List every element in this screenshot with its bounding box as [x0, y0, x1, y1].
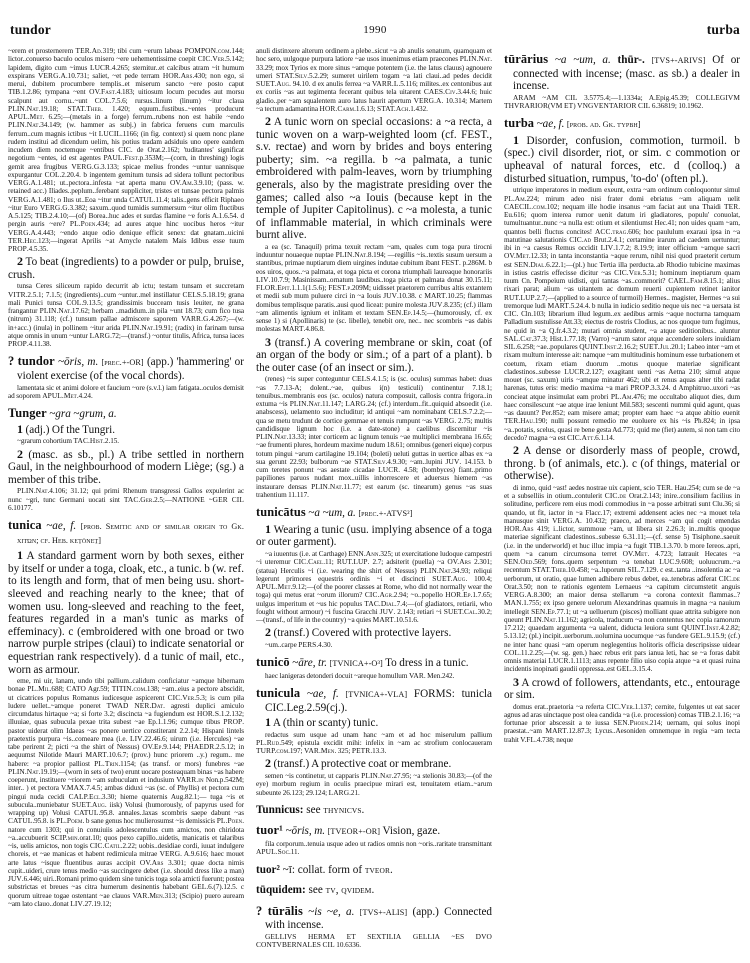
sense-text: (adj.) Of the Tungri. [25, 423, 116, 436]
sense-number: 3 [513, 674, 519, 689]
xref-headword: Tunnicus: [256, 803, 304, 816]
sense-number: 2 [513, 443, 519, 457]
dictionary-entry-headword [8, 354, 244, 383]
uncertain-marker: ? [256, 903, 268, 918]
dictionary-entry-headword [8, 406, 244, 421]
citation-block: a ea (sc. Tanaquil) prima texuit rectam ~am, quales cum toga pura tirocni induuntur nouaeque nuptae PLIN.Nat.8.194; —regillis ~is..textis susum uersum a stantibus, primae nuptiarum diem uirgines indutae cubitum ibant FEST. p.286M. b eos uiros, quos..~a palmata, et toga picta et corona triumphali laureaque honorariis LIV.10.7.9; Masinissam..ornatum laudibus..toga picta et palmata donat 30.15.11; FLOR.Epit.1.1.1(1.5.6); FEST.p.209M; uidisset praetorem curribus altis extantem et medii sub mum puluere circi in ~a Iouis JUV.10.38. c MART.10.25; flammas domibus templisque paratis..ausi quod liceat: punire molesta JUV.8.235; (cf.) illam ~am alimentis ignium et inlitam et textam SEN.Ep.14.5;—(humorously, cf. ex sense 1) si (Apollinaris) te (sc. libelle), tenebit ore, nec.. nec scombris ~as dabis molestas MART.4.86.8. [256, 242, 492, 334]
sense-number: 2 [17, 446, 23, 461]
citation-block: semen ~is continetur, ut capparis PLIN.Nat.27.95; ~a stelionis 30.83;—(of the eye) morbum regium in oculis praecipue mirari est, tenuitatem etiam..~arum subeunte 26.123; 29.124; LARG.21. [256, 771, 492, 797]
sense-number: 1 [265, 715, 271, 730]
xref-headword: tuor² [256, 863, 280, 876]
sense-text: A crowd of followers, attendants, etc., entourage or sim. [504, 676, 740, 702]
sense-number: 2 [265, 625, 271, 640]
sense-text: (transf.) Covered with protective layers. [273, 627, 452, 640]
headword-text: tundor [17, 354, 55, 369]
headword-definition: tunicla CIC.Leg.2.59(cj.). [265, 687, 492, 714]
sense-text: To beat (ingredients) to a powder or pulp, bruise, crush. [8, 256, 244, 281]
citation-block: redactus sum usque ad unam hanc ~am et ad hoc miserulum pallium PL.Rud.549; epistula excidit mihi: infelix in ~am ac strofium conlocaueram TURP.com.197; VAR.Men. 325; PETR.13.3. [256, 730, 492, 756]
etymology: [TVS+-ALIS] [359, 907, 408, 917]
sense-paragraph [256, 523, 492, 549]
xref-headword: tūquidem: [256, 884, 306, 897]
etymology: [prec.+-ATVS²] [358, 509, 413, 519]
columns-container [0, 46, 750, 961]
citation-block: di inmo, quid ~ast! aedes nostrae uix capient, scio TER. Hau.254; cum se de ~a et a subselliis in otium..contulerit CIC.de Orat.2.143; inire..consilium facilius in solitudine, perficere rem eius modi commodius in ~a posse arbitrati sunt Clu.36; si quando, ut fit, iactor in ~a Flacc.17; extremi addensent acies nec ~a mouet tela manusque sinit VERG.A. 10.432; praeco, ad merces ~am qui cogit emendas HOR.Ars 419; i..lictor, summoue ~am, ut libera sit 2.26.3; in..multis quoque materiae significant cladestinos..subesse 6.31.11;—(cf. sense 5) Tisiphone..saeuit (i.e. in the underworld) et huc illuc impia ~a fugit TIB.1.3.70. b more Iereos..apri, quem ~a canum circumsona terret OV.Met. 4.723; latrauit Hecates ~a SEN.Oed.569; fons..quem serpentum ~a tenebat LUC.9.608; uoluucrum..~a recentum STAT.Theb.10.458; ~a..luporum SIL.7.129. c est..tanta ..insolentia ac ~a uerborum, ut oratio, quae lumen adhibere rebus debet, ea..tenebras adferat CIC.de Orat.3.50; non te rationis egentem Lernaeus ~a capitum circumstetit anguis VERG.A.8.300; an maior densa stellarum ~a corona contexit flammas..? MAN.1.755; ex ipso genere uelorum Alexandrinas quamuis in magna ~a nauium intellegit SEN.Ep.77.1; ut ~a uelluerum (pisces) molliant quae attrita subigere non queunt PLIN.Nat.11.162; agricola, traducum ~a non contentus nec copia ramorum 17.212; quaedam argumenta ~a ualent, diducta leuiora sunt QUINT.Inst.4.2.82; 5.13.12; (pl.) incipit..uerborum..uolumina uocumque ~as fundere GEL.9.15.9; (cf.) ne inter hanc quasi ~am operum neglegentius holitoris officia descripsisse uidear COL.11.2.25;—(w. sg. gen.) haec rebus erit pars ianua leti, hac se ~a foras dabit omnis materiai LUCR.1.1113; anus repente filio uiso copia atque ~a et quasi ruina incidentis inopinati gaudii oppressa..est GEL.3.15.4. [504, 482, 740, 674]
dictionary-entry-headword [504, 116, 740, 132]
citation-block: lamentata sic et animi dolore et faucium ~ore (s.v.l.) iam fatigata..oculos demisit ad soporem APUL.Met.4.24. [8, 383, 244, 400]
headword-forms: ~ae, f. [536, 118, 565, 131]
xref-target: ~ī: collat. form of TVEOR. [282, 863, 393, 876]
cross-reference-entry [256, 884, 492, 898]
sense-number: 2 [265, 756, 271, 771]
citation-block: ~erem et prosternerem TER.Ad.319; tibi cum ~erum labeas POMPON.com.144; lictor..conuerso baculo oculos misero ~ere uehementissime coepit CIC.Ver.5.142; lapidem, digito cum ~imus LUCR.4.265; sternitur..et calcibus atram ~it humum exspirans VERG.A.10.731; saliet, ~et pede terram HOR.Ars.430; non ego, si merui, dubitem procumbere templis..et miserum sancto ~ere posto caput TIB.1.2.86; tympana ~ent OV.Fast.4.183; uitiosum locum pecudes aut morsu scalpunt aut cornu..~unt COL.7.5.6; rursus..linum (linum) ~itur claua PLIN.Nat.19.18; STAT.Theb. 1.420; equum..fustibus..~entes producunt APUL.Met. 6.25;—(metals in a forge) ferrum..rubens non est habile ~endo PLIN.Nat.34.149; (w. hammer as subj.) in fabrica feruens cum marculis ferrum..cum magnis ictibus ~it LUCIL.1166; (in fig. context) si quem nonc plane rudem institui ad dicendum uelim, his potius tradam adsiduis uno opere eandem incudem diem noctemque ~entibus CIC. de Orat.2.162; 'tuditantes' significat negotium ~entes, id est agentes PAUL.Fest.p.353M;—(corn, in threshing) logis gemit area frugibus VERG.G.3.133; spicae melius frondes ~untur uannisque expurgantur COL.2.20.4. b ingentem gemitum tunsis ad sidera tollunt pectoribus VERG.A.1.481; ut..pectora..infesta ~at aperta manu OV.Am.3.9.10; (pass. w. retained acc.) Iliades..peplum..ferebant suppliciter, tristes et tunsae pectora palmis VERG.A.1.481; o Ilus ut..Eoa ~itur unda CATUL.11.4; talis..gens efficit Riphaeo ~itur Euro VERG.G.3.382; saxum..quod tumidis summersum ~itur olim fluctibus A.5.125; TIB.2.4.10;—(of) Borea..huc ades et surdas flamine ~e foris A.1.6.54. d pergin auris ~ere? PL.Poen.434; ad aures atque hinc uocibus heros ~itur VERG.A.4.443; ~endo atque odio denique efficit senex: dat gnatam..uicini TER.Hec.123;—ingerat Aprilis ~at Amycle natalem Mais Idibus esse tuum PROP.4.5.35. [8, 46, 244, 253]
headword-forms: ~is ~e, a. [308, 905, 355, 918]
text-column-2 [256, 46, 492, 961]
headword-definition: 'hammering' or violent exercise (of the vocal chords). [17, 356, 244, 383]
headword-text: tunicula [256, 685, 301, 700]
sense-text: (transf.) A protective coat or membrane. [273, 758, 452, 771]
etymology: [TVEOR+-OR] [327, 827, 381, 837]
headword-text: tunica [8, 518, 42, 533]
sense-text: Wearing a tunic (usu. implying absence of a toga or outer garment). [256, 523, 492, 549]
running-head-left: tundor [10, 22, 51, 37]
citation-block: ~um..carpe PERS.4.30. [265, 639, 333, 649]
citation-block: ~grarum cohortium TAC.Hist.2.15. [17, 436, 120, 446]
sense-text: A tunic worn on special occasions: a ~a recta, a tunic woven on a warp-weighted loom (cf. FEST., s.v. rectae) and worn by brides and boys entering puberty; sim. ~a regilla. b ~a palmata, a tunic embroidered with palm-leaves, worn by triumphing generals, also by the magistrate presiding over the games; called also ~a Iouis (because kept in the temple of Jupiter Capitolinus). c ~a molesta, a tunic of inflammable material, in which criminals were burnt alive. [256, 116, 492, 242]
sense-paragraph [256, 336, 492, 375]
usage-label: FORMS: [413, 687, 455, 700]
dictionary-entry-headword [256, 685, 492, 714]
citation-block: utrique imperatores in medium exeunt, extra ~am ordinum conloquontur simul PL.Am.224; mirum adeo nisi frater domi ebriatus ~am aliquam uelit CAECIL.com.102; nequam ille hodie insanus ~am faciat aut una Thaidi TER. Eu.616; quom interea rumor uenit datum iri gladiatores, populu' conuolat, tumultuantur..nunc ~a nulla est: otium et silentiumst Hec.41; non uides quam ~am, quantos belli fluctus concites! ACC.trag.606; hoc paululum exaraui ipsa in ~a matutinae salutationis CIC.ad Brut.2.4.1; certamine irarum ad caedem uertuntur; ibi in ~a caesus Remus occidit LIV.1.7.2; 8.19.9; inter officium ~amque sacri OV.Met.12.33; in tanta inconstantia ~aque rerum, nihil nisi quod praeterit certum est SEN.Dial.6.22.1;—(pl.) huc Tertia illa perducta..ab Rhodio tubicine maximas in istius castris effecisse dicitur ~as CIC.Ver.5.31; hominum ineptiarum quam tuum Cn. Pompeium uidisti, qui tantas ~as..commorit? CAEL.Fam.8.15.1; alius rixari parat; alium ~as uitantem ac domum reuerti cupientem retinet ianitor RUT.LUP.2.7;—(applied to a source of turmoil) Hermes.. magister, Hermes ~a sui tremorque ludi MART.5.24.4. b nulla in iudicio seditio neque uis nec ~a uersata ist CIC. Cln.103; librarium illud legum..ex aedibus armis ~aque nocturna tamquam Palladium sustulisse Att.33; eiectus de rostris Clodius, ac nos quoque tum fugimus, ne quid in ~a Q.fr.4.3.2; mutari omnia student, ~a atque seditionibus.. aluntur SAL.Cat.37.3; Hist.1.77.18; (Varro) ~arum sator atque accendere solers inuidiam SIL.6.258; ~ae..populares QUINT.Inst.2.16.2; SUET.Jul.20.1; Labeo inter ~am et rixam multum interesse ait: namque ~am multitudinis hominum esse turbationem et coetum, rixam etiam duorum ..motus quoque materiae significant cladestinos..subesse LUCR.2.127; exagitant uenti ~as Aetna 210; simul atque mouet (sc. saxum) uiris ~amque minatur 462; ubi et renus aquas alter tibi radat harenas, tutus eris: medio maxima ~a mari PROP.3.3.24. d Amphitruo..uxori ~as concieat atque insimulat eam probri PL.Am.476; me occultabo aliquot dies, dum haec consilescunt ~ae atque irae leniunt Mil.583; sescenti nummi quid agunt, quas ~as dauunt? Per.852; eam misere amat; propter eam haec ~a atque abitio euenit TER.Hau.190; nulli possunt remedio me euoluere ex his ~is Ph.824; in ipsa ~a..potatis, scelus, quasi re bene gesta Ad.773; quid me (fiet) autem, si non tam cito decedo? magna ~a est CIC.Att.6.1.14. [504, 186, 740, 442]
sense-number: 1 [265, 521, 271, 536]
sense-paragraph [8, 448, 244, 487]
headword-forms: ~āre, tr. [292, 657, 328, 670]
citation-block: GELLIVS HERMA ET SEXTILIA GELLIA ~ES DVO CONTVBERNALES CIL 10.6336. [256, 931, 492, 950]
citation-block: tunsa Ceres siliceum rapido decurrit ab ictu; testam tunsam et succretam VITR.2.5.1; 7.1.5; (ingredients)..cum ~untur..mel instillatur CELS.5.18.19; grana mali Punici tunsa COL.9.13.5; grandissimis bucceam tusis leuiter, ne grana frangantur PLIN.Nat.17.62; herbam ..madidum..in pila ~unt 18.73; cum fico tusa (nitrum) 31.118; (cf.) tunsum pallae admiscere saporem VARR.G.4.267;—(w. in+acc.) (inula) in pollinem ~itur arida PLIN.Nat.19.91; (radix) in farinam tunsa atque omnis in unum ~untur LARG.72;—(transf.) ~ontur titulis, Africa, tunsa iaces PROP.4.11.38. [8, 282, 244, 349]
sense-text: A dense or disorderly mass of people, crowd, throng. b (of animals, etc.). c (of things, material or otherwise). [504, 445, 740, 483]
sense-number: 3 [265, 334, 271, 349]
citation-block: (renes) ~is super conteguntur CELS.4.1.5; is (sc. oculus) summas habet: duas ~as 7.7.13-A; dolent..~ae, quibus i(n) testiculi) continentur 7.18.1; tenuibus..membranis eos (sc. oculos) natura composuit, callosis contra frigora..in extuma ~is PLIN.Nat.11.147; LARG.24; (cf.) interdum..fit..quiquid absoedit (i.e. anabscess), uelamento suo includitur; id antiqui ~am nominabant CELS.7.2.2;—qua se metu trudunt de cortice gemmae et tenuis rumpunt ~as VERG. 2.75; multis candidisque lignum hoc (i.e. a date-stone) a caelibus discernitur ~is PLIN.Nat.13.33; inter corticem ac lignum tenuis ~ae multiplici membrana 16.65; ~ae frumenti plures, hordeum maxime nudum 18.61; omnibus (generi eique) corpus totum pingui ~arum cartilagine 19.104; (boleti) ueluti guttas in uertice albas ex ~a sua gerunt 22.93; bulborum ~ae STAT.Silv.4.9.30; ~am..lupini JUV. 14.153. b cum teretes ponunt ~as aestate cicadae LUCR. 4.58; (bombyces) fiant..primo papiliones paruos nudant mox..uillis inhorrescere et aduersus hiemem ~as instaurare densas PLIN.Nat.11.77; est earum (sc. tinearum) genus ~as suas trahentium 11.117. [256, 374, 492, 499]
sense-paragraph [8, 423, 244, 437]
citation-block: fila corporum..tenuia usque adeo ut radios omnis non ~oris..raritate transmittant APUL.Soc.11. [256, 840, 492, 857]
citation-block: ARAM ~AM CIL 3.5775.4;—1.1334a; A.Epig.45.39; COLLEGIVM THVRARIOR(VM ET) VNGVENTARIOR CIL 6.36819; 10.1962. [504, 92, 740, 111]
dictionary-entry-headword [256, 655, 492, 671]
sense-paragraph [504, 676, 740, 702]
cross-reference-entry [256, 803, 492, 818]
xref-target: see TV, QVIDEM. [308, 884, 375, 897]
running-head [0, 22, 750, 42]
sense-paragraph [504, 444, 740, 483]
sense-text: (masc. as sb., pl.) A tribe settled in northern Gaul, in the neighbourhood of modern Liège; (sg.) a member of this tribe. [8, 448, 244, 486]
sense-paragraph [256, 716, 492, 730]
sense-paragraph [504, 134, 740, 185]
dictionary-entry-headword [256, 505, 492, 521]
sense-text: Disorder, confusion, commotion, turmoil. b (spec.) civil disorder, riot, or sim. c commotion or upheaval of natural forces, etc. d (colloq.) a disturbed situation, rumpus, 'to-do' (often pl.). [504, 134, 740, 185]
sense-paragraph [256, 626, 492, 640]
dictionary-entry-headword [8, 518, 244, 547]
headword-forms: ~a ~um, a. [554, 54, 611, 66]
sense-text: A standard garment worn by both sexes, either by itself or under a toga, cloak, etc., a tunic. b (w. ref. to its length and form, that of men being usu. short-sleeved and reaching nearly to the knee; that of women usu. long-sleeved and reaching to the feet, features regarded in a man's tunic as marks of effeminacy). c (embroidered with one broad or two narrow purple stripes (claui) to indicate senatorial or equestrian rank respectively). d a tunic of mail, etc., worn as armour. [8, 550, 244, 676]
headword-definition: Of or connected with incense; (masc. as sb.) a dealer in incense. [513, 54, 740, 93]
headword-variant: thūr-. [617, 54, 645, 66]
citation-block: domus erat..praetoria ~a referta CIC.Ver.1.137; cernite, fulgentes ut eat sacer agnus ad aras uinctaque post olea candida ~a (i.e. procession) comas TIB.2.1.16; ~a fortunae prior abscessit a te iussa SEN.Phoen.214; uernam, qui solus inopi praestat..~am MART.12.87.3; Lycus..Aesoniden omnemque in regia ~am tecta trahit V.FL.4.738; neque [504, 701, 740, 744]
headword-forms: ~ae, f. [306, 687, 339, 700]
citation-block: ~a iuuentus (i.e. at Carthage) ENN.Ann.325; ut exercitatione ludoque campestri ~i uteremur CIC.Cael.11; RUT.LUP. 2.7; adsiterit (puella) ~a OV.Ars 2.301; (statua) Herculis ~i (i.e. wearing the shirt of Nessus) PLIN.Nat.34.93; reliqui legerunt primores equestris ordinis ~i et discincti SUET.Aug. 100.4; APUL.Met.9.12;—(of the poorer classes at Rome, who did not normally wear the toga) qui metus erat ~orum illorum? CIC.Agr.2.94; ~o..popello HOR.Ep.1.7.65; uulgus imperitum et ~us hic populus TAC.Dial.7.4;—(of gladiators, retiarii, who fought without armour) ~i fuscina Gracchi JUV. 2.143; retiari ~i SUET.Cal.30.2;—(transf., of life in the country) ~a quies MART.10.51.6. [256, 549, 492, 624]
headword-forms: ~ae, f. [46, 520, 77, 533]
citation-block: anuli distinxere alterum ordinem a plebe..sicut ~a ab anulis senatum, quamquam et hoc sero, uulgoque purpura latiore ~ae usos inuenimus etiam praecones PLIN.Nat. 33.29; mox Tyrios ex more sinus ~amque potentem (i.e. the latus clauus) agnouere umeri STAT.Silv.5.2.29; sumeret uirilem togam ~a lati claui..ad pedes decidit SUET.Aug. 94.10. d ex anulis ferrea ~a VARR.L.5.116; milites..ex centonibus aut ex coriis ~as aut tegimenta fecerant quibus tela uitarent CAES.Civ.3.44.6; huic gladio..per ~am squalentem auro latus haurit apertum VERG.A. 10.314; Martem ~a tectum adamantina HOR.Carm.1.6.13; STAT.Ach.1.432. [256, 47, 492, 113]
page-number: 1990 [363, 24, 387, 36]
headword-definition: To dress in a tunic. [385, 657, 469, 670]
etymology: [prob. ad. Gk. τύρβη] [566, 120, 641, 130]
etymology: [TVS+-ARIVS] [651, 56, 706, 65]
cross-reference-entry [256, 863, 492, 878]
running-head-right: turba [706, 22, 740, 37]
sense-paragraph [256, 757, 492, 771]
headword-text: tunicātus [256, 505, 306, 520]
etymology: [TVNICA+-VLA] [345, 689, 408, 699]
sense-number: 2 [17, 254, 23, 269]
headword-forms: ~a ~um, a. [308, 507, 356, 520]
sense-number: 1 [17, 548, 23, 563]
text-column-1 [8, 46, 244, 961]
headword-definition: Connected with incense. [265, 905, 492, 932]
sense-number: 1 [513, 132, 519, 147]
headword-text: tūrārius [504, 52, 549, 66]
citation-block: PLIN.Nat.4.106; 31.12; qui primi Rhenum transgressi Gallos expulerint ac nunc ~gri, tunc Germani uocati sint TAC.Ger.2.5;—NATIONE ~GER CIL 6.10177. [8, 486, 244, 512]
sense-paragraph [256, 115, 492, 242]
sense-text: (transf.) A covering membrane or skin, coat (of an organ of the body or sim.; of a part of a plant). b the outer case (of an insect or sim.). [256, 336, 492, 374]
uncertain-marker: ? [8, 354, 18, 369]
headword-text: turba [504, 116, 535, 131]
headword-forms: ~gra ~grum, a. [49, 408, 117, 421]
sense-number: 2 [265, 114, 271, 128]
usage-label: (app.) [146, 356, 174, 369]
headword-forms: ~ōris, m. [285, 825, 326, 838]
headword-text: tuor¹ [256, 823, 283, 838]
headword-definition: Vision, gaze. [382, 825, 441, 838]
sense-paragraph [8, 255, 244, 281]
dictionary-entry-headword [256, 823, 492, 839]
etymology: [prob. Semitic and of similar origin to Gk. χιτών; cf. Heb. keṯōneṯ] [17, 522, 244, 545]
headword-forms: ~ōris, m. [57, 356, 99, 369]
xref-target: see THYNICVS. [306, 803, 365, 816]
sense-text: A (thin or scanty) tunic. [272, 717, 379, 730]
headword-text: Tunger [8, 406, 47, 421]
headword-text: tūrālis [267, 903, 303, 918]
dictionary-entry-headword [504, 52, 740, 93]
etymology: [prec.+-OR] [101, 358, 144, 368]
usage-label: (app.) [412, 905, 439, 918]
sense-paragraph [8, 549, 244, 676]
dictionary-entry-headword [256, 903, 492, 932]
citation-block: haec lanigeras detonderi docuit ~areque homullum VAR. Men.242. [265, 670, 455, 680]
text-column-3 [504, 46, 740, 961]
etymology: [TVNICA+-O³] [329, 659, 383, 669]
sense-number: 1 [17, 421, 23, 436]
headword-text: tunicō [256, 655, 290, 670]
citation-block: eme, mi uir, lanam, undo tibi pallium..calidum conficiatur ~amque hibernam bonae PL.Mil.688; CATO Agr.59; TITIN.com.138; ~am..eius a pectore abscidit, ut cicatrices populus Romanus iudicesque aspicerent CIC.Ver.5.3; is cum pila ludere uellet..~amque poneret TWAD NER.Dat. agresti duplici amiculo circumdatus hirtaque ~a; si forte 3.2; discincta ~a fugiendum est HOR.S.1.2.132; illuuiae, quas subucula pexae trita subest ~ae Ep.1.1.96; cumque tibus PROP. pastor uiderat olim Idaeas ~as ponere uertice constiterant 2.2.14; Hispani lintels praetextis purpura ~is..comeare mea (i.e. LIV.22.46.6; uirum (i.e. Hercules) ~ae tabe perirent 2; picti ~a the shirt of Nessus) OV.Ep.9.144; PHAEDR.2.5.12; in aequumst Nilotide Mauri MART.10.6.7; (prov.) hunc priorem ..y.) regum.. me habere: ~a propior palliost PL.Trin.1154; (as transf. or mors) funebres ~ae PLIN.Nat.19.19;—(worn in sets of two) erunt uocare posteaquam binas ~as habere coeperunt, instituere ~riorem ~am subuculam et indusium VARR.in Non.p.542M; inter.. ) et pectora V.MAX.7.4.5; ambas diduxi ~as (sc. of Phyllis) et pectora cum pingui nuda cecidi CALP.Ecl.3.30; hieme quaternis Aug.82.1;— tuga ~is et subucula..muniebatur SUET.Aug. iisk) Volusi (humorously, of papyrus used for wrapping up) Volusi CATUL.95.8. annales..laxas scombris saepe dabunt ~as CATUL.95.8. is PL.Poem. b sane genus hoc mulierosumst ~is demissicis PL.Poen. natore cum 1303; qui in conuiuiis adolescentulus cum amictos, non chiridota ~a..accubuerit SCIP.min.orat.10; quos pexo capillo..uidetis, manicatis et talaribus ~is, uelis amictos, non togis CIC.Catil.2.22; uobis..desidiae cordi, iuuat indulgere choreis, et ~ae manicas et habent redimicula mitrae VERG. A.9.616; haec mouet arte latus ~isque fluentibus auras accipit OV.Ars 3.301; quae docta nimis cupit..uideri, crure tenus medio ~as succingere debet (i.e. should dress like a man) JUV.6.446; uiri..Romani primo quidem sine tunicis toga sola amicti fuerunt; postea substrictas et breues ~as citra humerum desinentis habebant GEL.6.(7).12.5. c quorum uitreae togae ostentant ~ae clauos VAR.Men.313; (Scipio) puero auream ~am lato clauo..donat LIV.27.19.12; [8, 677, 244, 908]
